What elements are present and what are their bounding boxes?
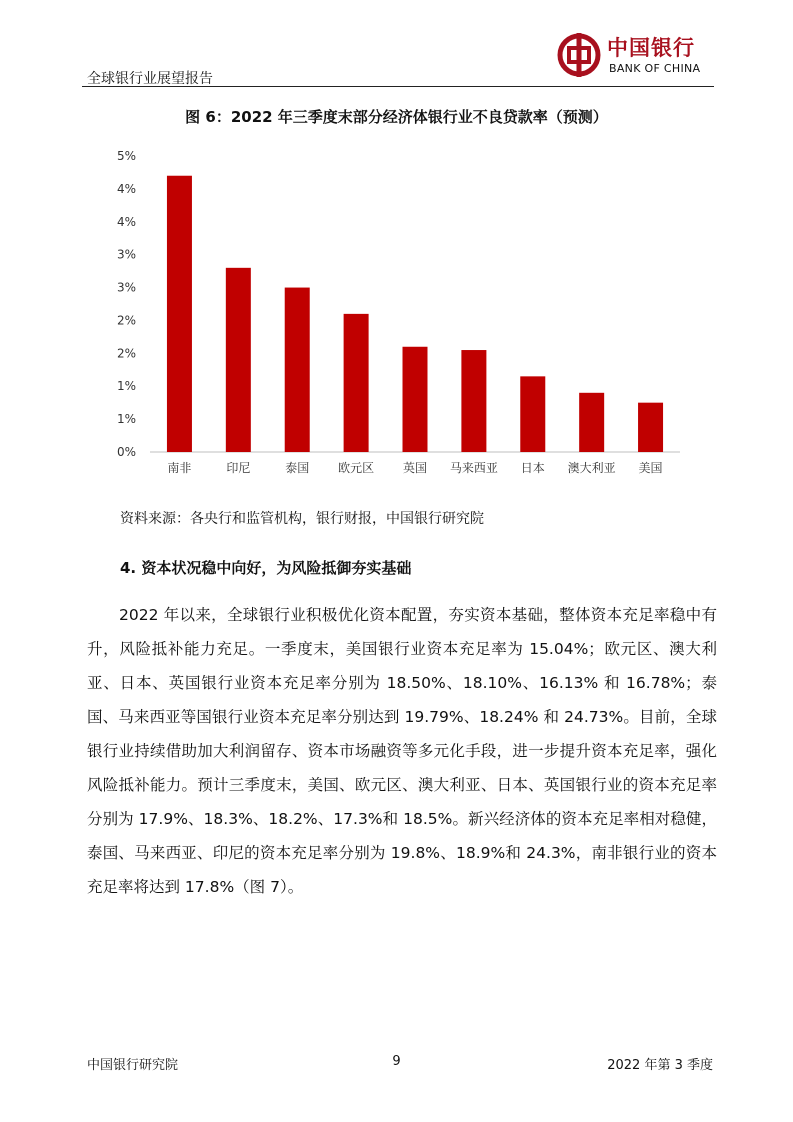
bar [579,393,604,452]
footer-period: 2022 年第 3 季度 [607,1058,713,1073]
logo-english-name: BANK OF CHINA [609,62,701,75]
chart-source-note: 资料来源：各央行和监管机构，银行财报，中国银行研究院 [120,511,484,527]
bar [167,176,192,452]
x-tick-label: 日本 [520,461,545,475]
x-tick-label: 美国 [638,461,663,475]
bar [520,376,545,452]
y-tick-label: 1% [116,379,136,394]
y-tick-label: 0% [116,445,136,459]
y-tick-label: 2% [116,346,136,361]
y-tick-label: 1% [116,412,136,427]
x-tick-label: 英国 [402,461,428,475]
bar [461,350,486,452]
x-tick-label: 南非 [167,461,192,475]
x-tick-label: 马来西亚 [449,461,498,475]
bar [226,268,251,452]
x-tick-label: 泰国 [285,461,310,475]
section-heading: 4. 资本状况稳中向好，为风险抵御夯实基础 [120,559,412,577]
y-tick-label: 4% [116,214,136,229]
y-tick-label: 3% [116,247,136,262]
body-paragraph: 2022 年以来，全球银行业积极优化资本配置，夯实资本基础，整体资本充足率稳中有升，风险抵补能力充足。一季度末，美国银行业资本充足率为 15.04%；欧元区、澳大利亚、日本、英国银行业资本充足率分别为 18.50%、18.10%、16.13% 和 16.78%；泰国、马来西亚等国银行业资本充足率分别达到 19.79%、18.24% 和 24.73%。目前，全球银行业持续借助加大利润留存、资本市场融资等多元化手段，进一步提升资本充足率，强化风险抵补能力。预计三季度末，美国、欧元区、澳大利亚、日本、英国银行业的资本充足率分别为 17.9%、18.3%、18.2%、17.3%和 18.5%。新兴经济体的资本充足率相对稳健，泰国、马来西亚、印尼的资本充足率分别为 19.8%、18.9%和 24.3%，南非银行业的资本充足率将达到 17.8%（图 7）。 [87,606,717,896]
bar [344,314,369,452]
bank-logo [556,30,716,80]
y-tick-label: 3% [116,280,136,295]
bar [638,403,663,452]
logo-chinese-name: 中国银行 [607,36,695,60]
x-tick-label: 欧元区 [338,461,375,475]
bar [285,288,310,452]
x-tick-label: 印尼 [226,461,251,475]
y-tick-label: 2% [116,313,136,328]
header-divider [82,86,714,87]
x-tick-label: 澳大利亚 [567,461,616,475]
header-title: 全球银行业展望报告 [87,71,213,87]
bank-of-china-emblem-icon [556,32,602,78]
bar [403,347,428,452]
npl-ratio-bar-chart [100,140,700,480]
y-tick-label: 4% [116,181,136,196]
page-number: 9 [392,1054,401,1069]
y-tick-label: 5% [116,149,136,163]
footer-institution: 中国银行研究院 [87,1058,179,1073]
figure-title: 图 6：2022 年三季度末部分经济体银行业不良贷款率（预测） [185,108,608,126]
